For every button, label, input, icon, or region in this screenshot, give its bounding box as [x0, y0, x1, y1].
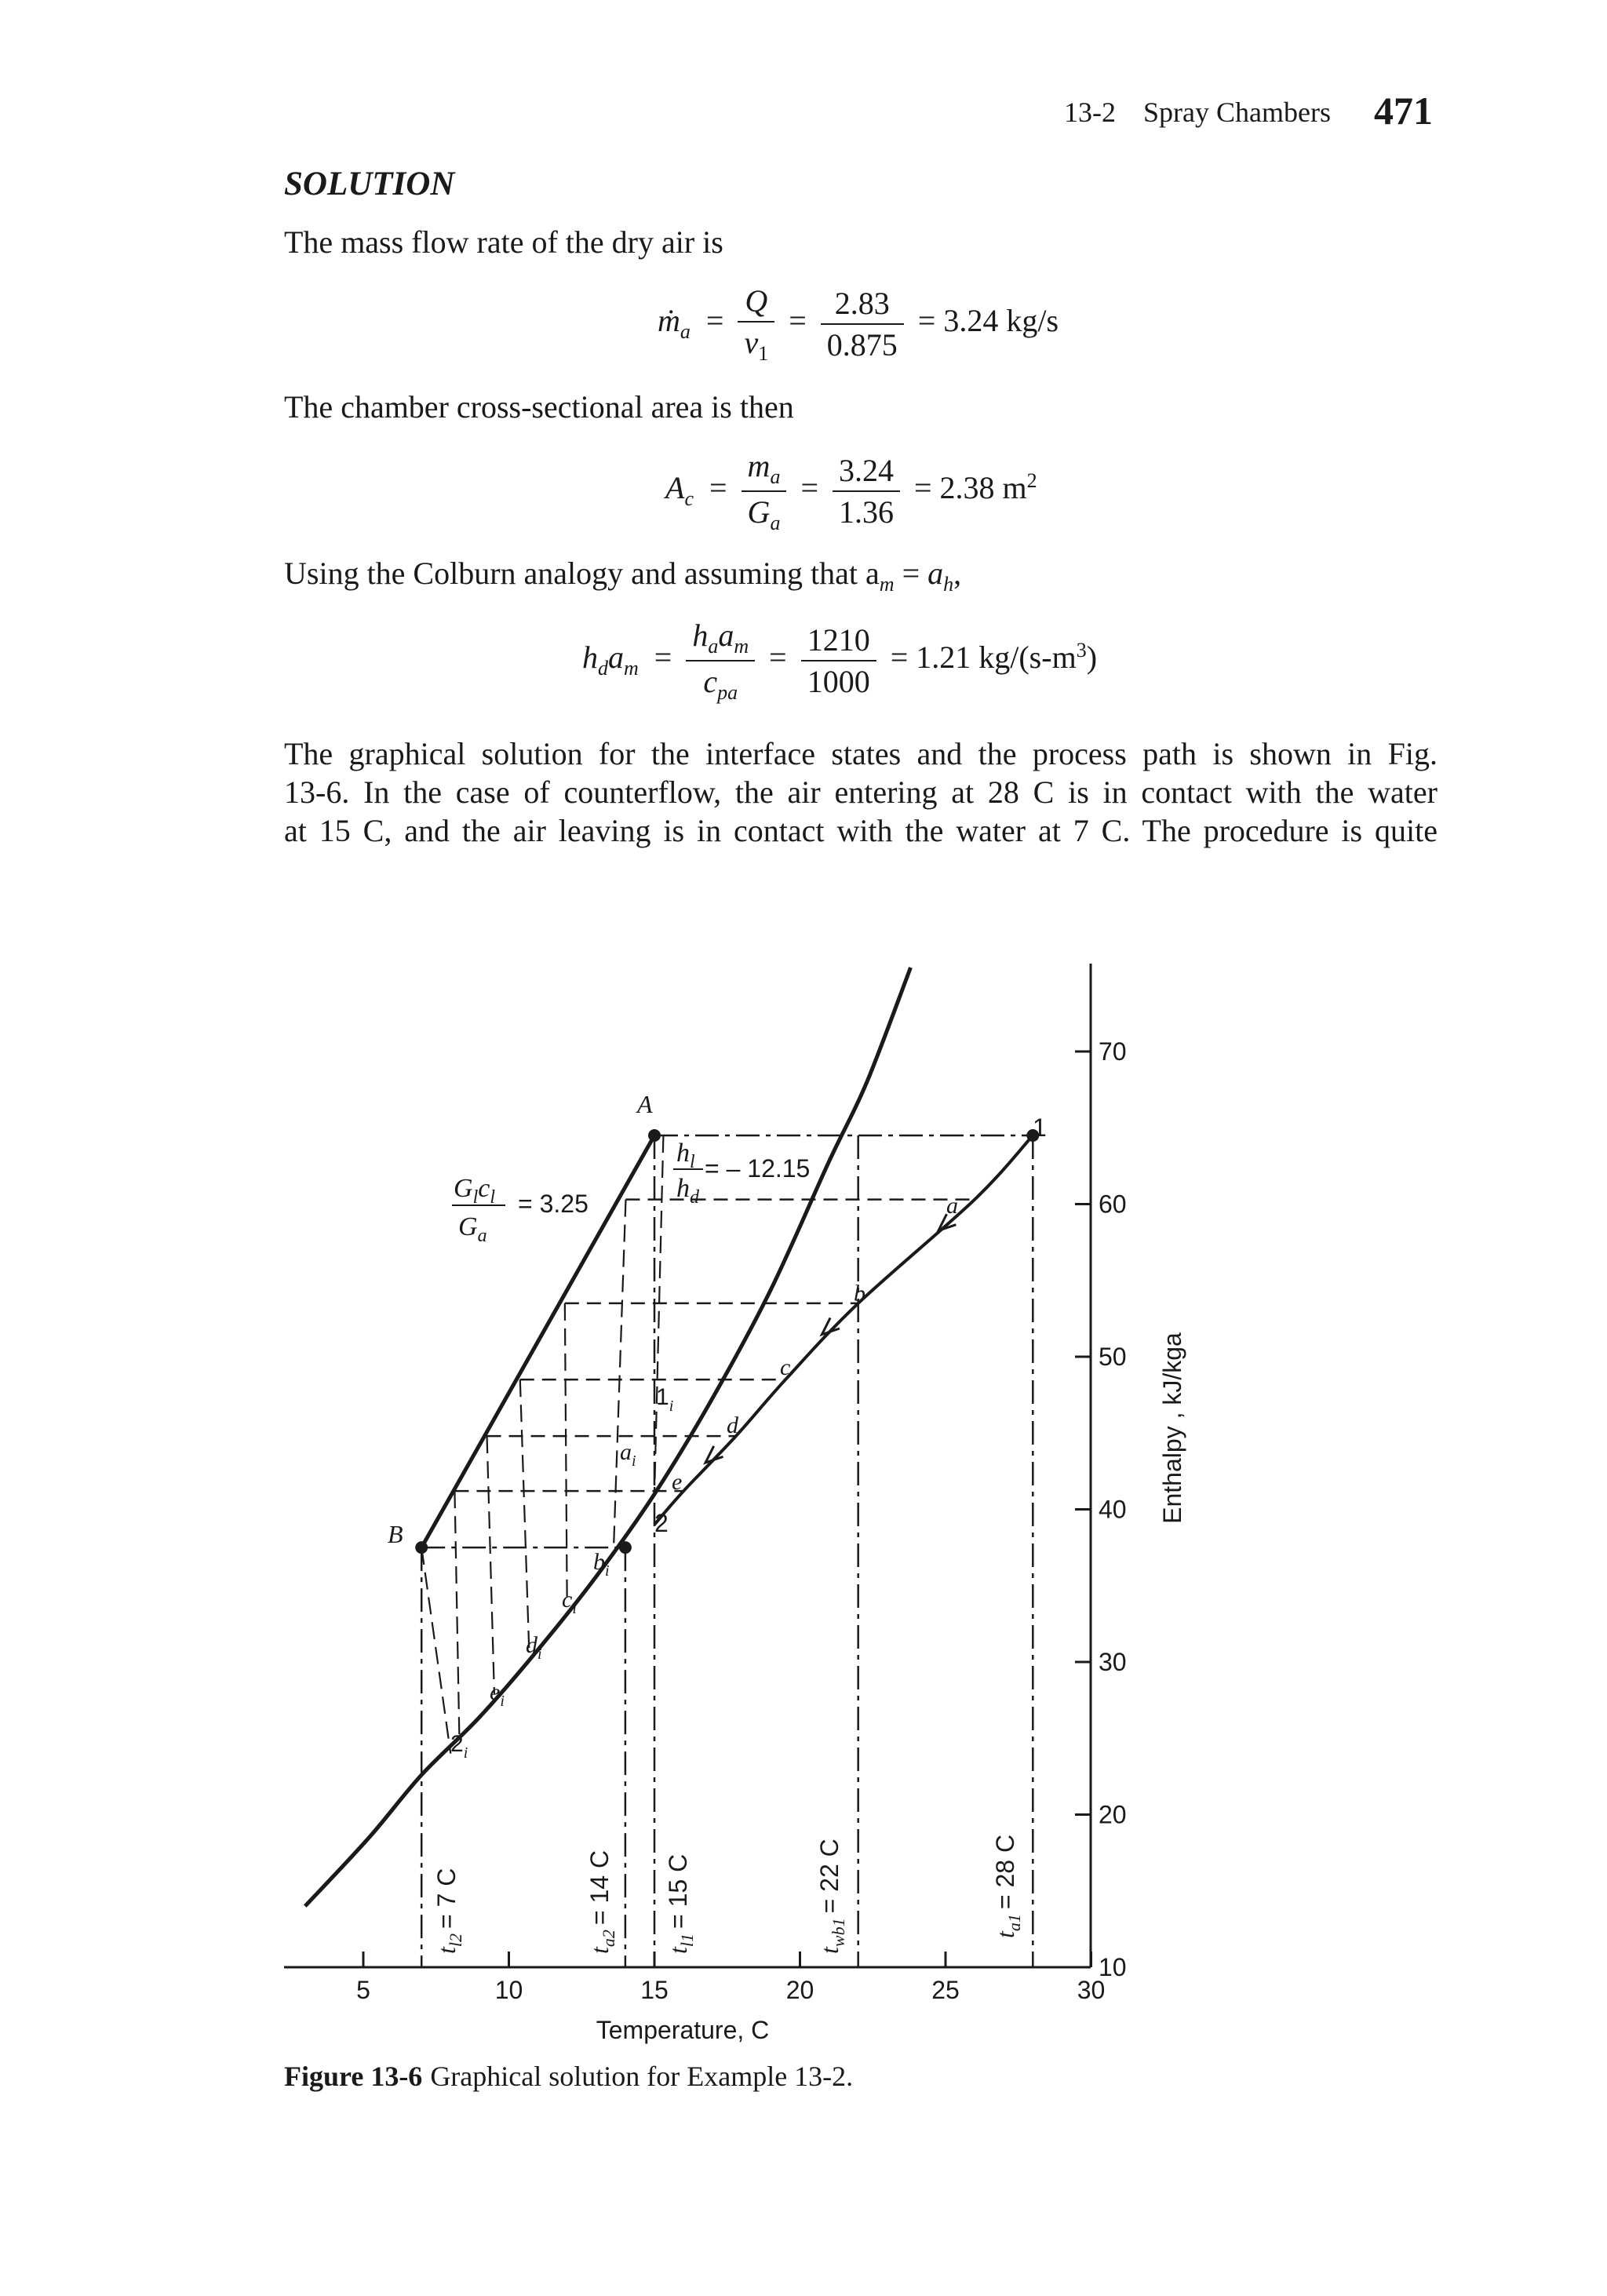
fraction-1210: $\frac{1210}{1000}$	[801, 621, 876, 700]
vertical-label-ta2	[585, 1850, 618, 1954]
tie-line-3	[520, 1379, 530, 1654]
vertical-label-ta1	[991, 1835, 1024, 1938]
tie-line-0	[654, 1135, 663, 1494]
point-label-A: A	[637, 1090, 653, 1118]
tie-line-5	[454, 1491, 459, 1738]
chart-plot	[305, 968, 1040, 1967]
x-tick-label-15: 15	[640, 1976, 669, 2004]
fraction-m-over-g: $\frac{m_a}{G_a}$	[742, 447, 787, 535]
equation-mass-flow: ṁ$_a$ = $\frac{Q}{v_1}$ = $\frac{2.83}{0.875}$ = 3.24 kg/s	[658, 283, 1059, 365]
hl-numerator: $h_l$	[676, 1139, 695, 1172]
tie-slope-value: = – 12.15	[705, 1154, 811, 1183]
y-tick-label-70: 70	[1099, 1037, 1127, 1066]
svg-text:tl1= 15 C: $t_{l1}= 15$ C	[664, 1853, 697, 1954]
paragraph-graphical-line-2: 13-6. In the case of counterflow, the air entering at 28 C is in contact with the water	[284, 774, 1438, 810]
slope-value: = 3.25	[518, 1190, 589, 1218]
equation-colburn: $h_da_m$ = $\frac{h_aa_m}{c_{pa}}$ = $\frac{1210}{1000}$ = 1.21 $kg/(s-m^3)$	[582, 618, 1098, 704]
point-label-di: $d_i$	[526, 1632, 542, 1663]
y-ticks	[1075, 1037, 1127, 1981]
point-label-e: e	[672, 1469, 683, 1495]
point-label-1i: $1_i$	[656, 1384, 674, 1415]
page-number: 471	[1374, 89, 1433, 133]
y-axis-label: Enthalpy , kJ/kga	[1158, 1332, 1186, 1524]
svg-text:ta1= 28 C: $t_{a1}= 28$ C	[991, 1834, 1024, 1938]
air-process-path	[654, 1135, 1033, 1525]
tie-line-4	[487, 1436, 494, 1694]
header-title: Spray Chambers	[1143, 97, 1331, 128]
ratio-numerator: $G_lc_l$	[454, 1174, 495, 1208]
equation-area: $A_c$ = $\frac{m_a}{G_a}$ = $\frac{3.24}{1.36}$ = 2.38 $m^2$	[665, 448, 1037, 534]
point-label-bi: $b_i$	[593, 1549, 610, 1580]
svg-text:twb1= 22 C: $t_{wb1}= 22$ C	[815, 1839, 848, 1954]
fraction-q-over-v: $\frac{Q}{v_1}$	[738, 282, 774, 366]
y-tick-label-50: 50	[1099, 1343, 1127, 1371]
fraction-ha-over-cpa: $\frac{h_aa_m}{c_{pa}}$	[686, 617, 755, 705]
point-B	[415, 1541, 428, 1554]
paragraph-graphical-line-3: at 15 C, and the air leaving is in contact with the water at 7 C. The procedure is quite	[284, 813, 1438, 848]
paragraph-mass-flow: The mass flow rate of the dry air is	[284, 224, 723, 260]
x-tick-label-25: 25	[931, 1976, 960, 2004]
y-tick-label-10: 10	[1099, 1953, 1127, 1981]
point-label-B: B	[388, 1520, 403, 1548]
fraction-2-83: $\frac{2.83}{0.875}$	[821, 285, 904, 363]
point-2	[619, 1541, 632, 1554]
paragraph-colburn: Using the Colburn analogy and assuming that $a_m = a_h$,	[284, 556, 962, 596]
paragraph-graphical-line-1: The graphical solution for the interface states and the process path is shown in Fig.	[284, 736, 1438, 771]
y-tick-label-30: 30	[1099, 1648, 1127, 1676]
ratio-denominator: $G_a$	[458, 1212, 487, 1246]
x-ticks	[356, 1952, 1105, 2004]
y-tick-label-40: 40	[1099, 1495, 1127, 1524]
x-tick-label-20: 20	[785, 1976, 814, 2004]
vertical-label-tl1	[664, 1854, 697, 1954]
point-label-2i: $2_i$	[450, 1731, 468, 1762]
tie-line-2	[565, 1303, 567, 1604]
point-A	[648, 1129, 661, 1142]
solution-heading: SOLUTION	[284, 166, 455, 202]
point-label-a: a	[946, 1193, 958, 1219]
y-tick-label-60: 60	[1099, 1190, 1127, 1219]
point-label-1: 1	[1033, 1113, 1047, 1142]
x-axis-label: Temperature, C	[596, 2016, 770, 2044]
vertical-label-twb1	[815, 1839, 848, 1954]
vertical-label-tl2	[432, 1868, 465, 1954]
paragraph-area: The chamber cross-sectional area is then	[284, 389, 794, 425]
svg-text:ta2= 14 C: $t_{a2}= 14$ C	[585, 1850, 618, 1954]
fraction-3-24: $\frac{3.24}{1.36}$	[833, 452, 900, 530]
point-label-ai: $a_i$	[620, 1439, 636, 1470]
point-label-ei: $e_i$	[490, 1679, 505, 1710]
x-tick-label-30: 30	[1077, 1976, 1106, 2004]
header-section: 13-2	[1064, 97, 1117, 128]
y-tick-label-20: 20	[1099, 1800, 1127, 1829]
point-label-c: c	[780, 1354, 791, 1380]
svg-text:tl2= 7 C: $t_{l2}= 7$ C	[432, 1868, 465, 1954]
hd-denominator: $h_d$	[676, 1174, 699, 1208]
figure-caption: Figure 13-6 Graphical solution for Example 13-2.	[284, 2061, 854, 2092]
x-tick-label-10: 10	[494, 1976, 523, 2004]
x-tick-label-5: 5	[356, 1976, 370, 2004]
point-label-2: 2	[654, 1509, 669, 1537]
tie-line-1	[614, 1200, 625, 1547]
point-label-b: b	[854, 1281, 865, 1307]
point-label-d: d	[727, 1412, 738, 1438]
tie-line-b	[421, 1547, 450, 1754]
point-label-ci: $c_i$	[562, 1587, 577, 1617]
